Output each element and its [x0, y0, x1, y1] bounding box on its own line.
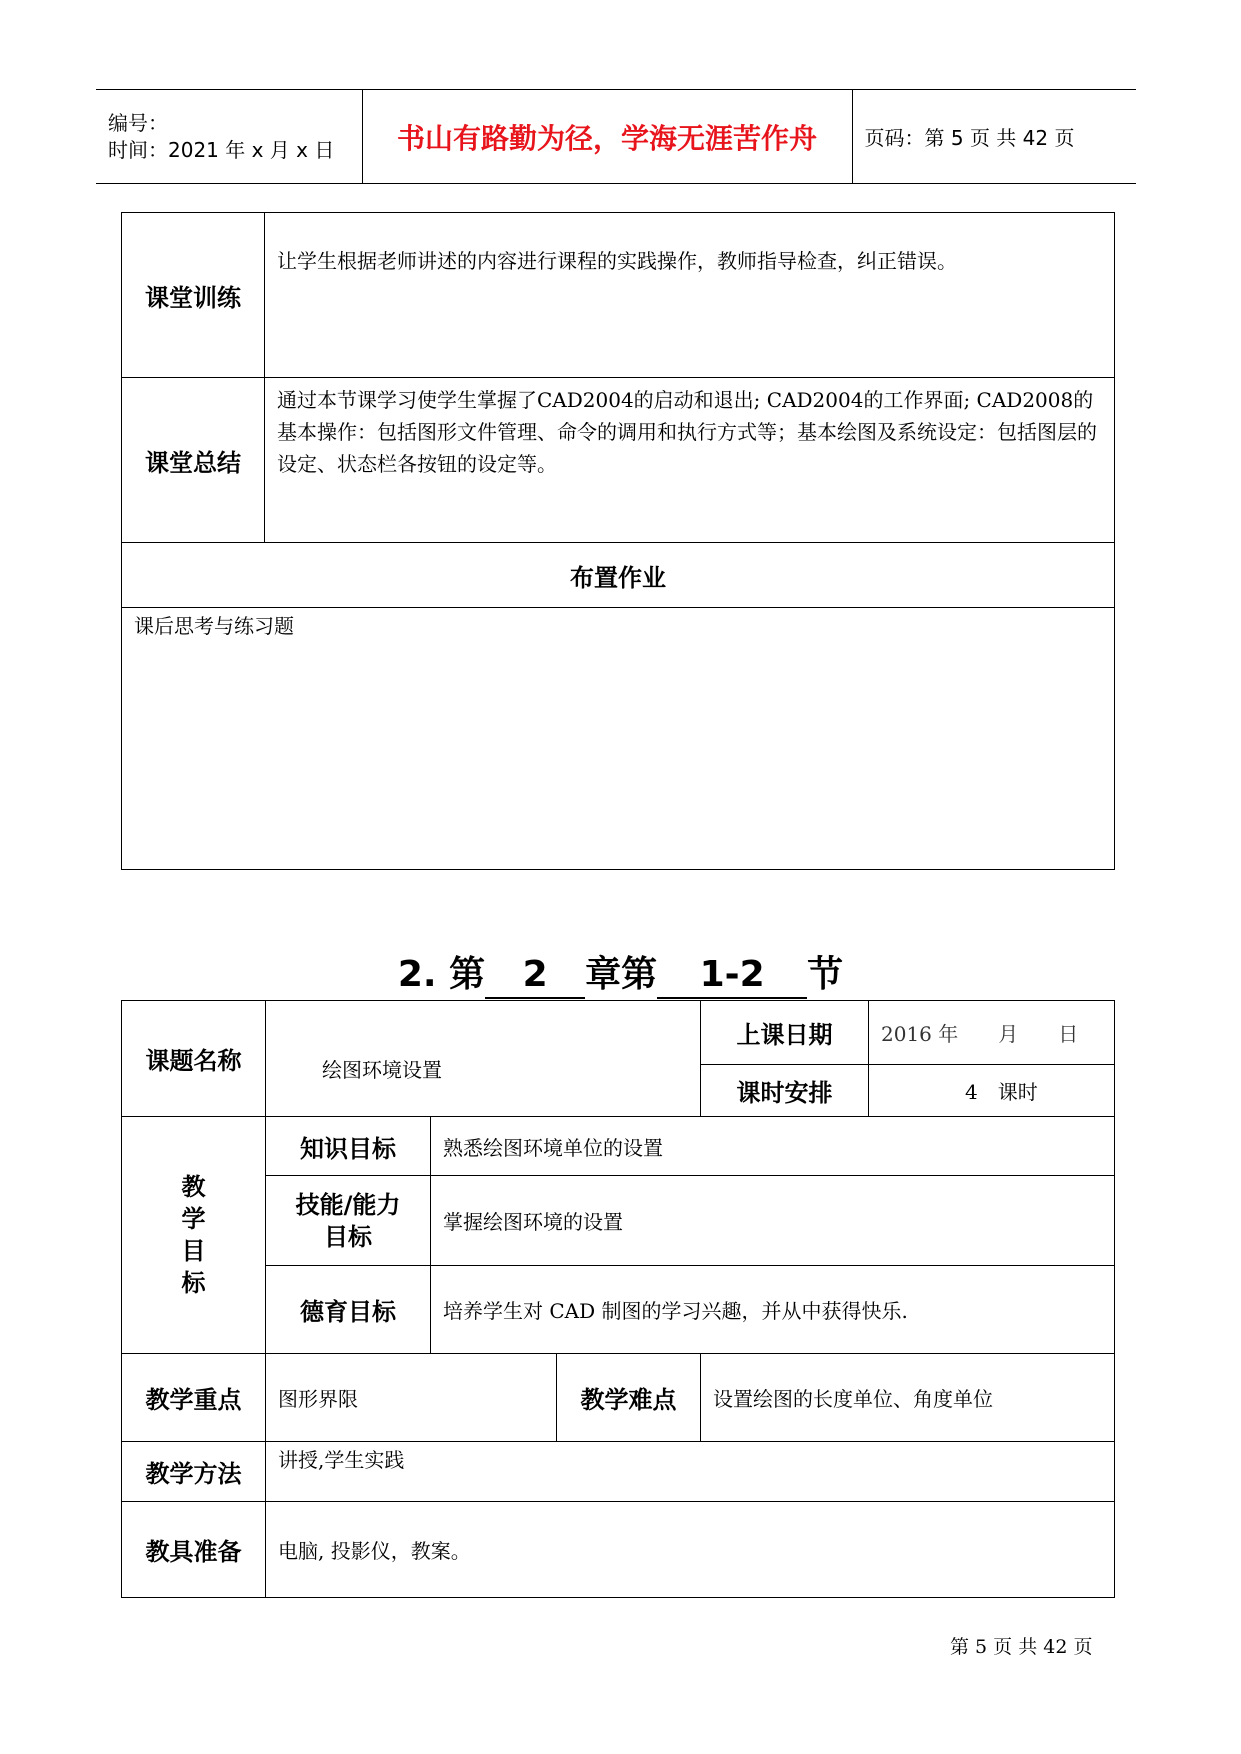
header-number-label: 编号： — [108, 110, 168, 135]
lesson-review-table — [121, 212, 1115, 870]
page-footer: 第 5 页 共 42 页 — [950, 1636, 1093, 1658]
key-point-value: 图形界限 — [266, 1354, 557, 1442]
chapter-middle: 章第 — [585, 954, 658, 995]
chapter-heading — [0, 946, 1241, 996]
topic-value: 绘图环境设置 — [266, 1001, 701, 1117]
header-time-label: 时间：2021 年 x 月 x 日 — [108, 137, 335, 162]
hours-value: 4 课时 — [869, 1065, 1115, 1117]
goals-char-3: 目 — [181, 1237, 206, 1265]
homework-text: 课后思考与练习题 — [122, 608, 1115, 870]
moral-label: 德育目标 — [266, 1266, 431, 1354]
header-page-info: 页码：第 5 页 共 42 页 — [852, 90, 1136, 184]
homework-heading: 布置作业 — [122, 543, 1115, 608]
hours-label: 课时安排 — [701, 1065, 869, 1117]
skill-value: 掌握绘图环境的设置 — [431, 1176, 1115, 1266]
goals-label — [122, 1117, 266, 1354]
tools-label: 教具准备 — [122, 1502, 266, 1598]
knowledge-value: 熟悉绘图环境单位的设置 — [431, 1117, 1115, 1176]
training-label: 课堂训练 — [122, 213, 265, 378]
header-meta — [96, 90, 362, 184]
training-text: 让学生根据老师讲述的内容进行课程的实践操作，教师指导检查，纠正错误。 — [265, 213, 1115, 378]
date-label: 上课日期 — [701, 1001, 869, 1065]
difficulty-value: 设置绘图的长度单位、角度单位 — [701, 1354, 1115, 1442]
skill-label-line1: 技能/能力 — [295, 1190, 401, 1219]
lesson-plan-table — [121, 1000, 1115, 1598]
goals-char-1: 教 — [181, 1173, 206, 1201]
goals-char-4: 标 — [181, 1269, 206, 1297]
difficulty-label: 教学难点 — [557, 1354, 701, 1442]
section-number: 1-2 — [657, 953, 807, 999]
summary-text: 通过本节课学习使学生掌握了CAD2004的启动和退出; CAD2004的工作界面; CAD2008的基本操作：包括图形文件管理、命令的调用和执行方式等；基本绘图及系统设定：包括图层的设定、状态栏各按钮的设定等。 — [265, 378, 1115, 543]
skill-label-line2: 目标 — [324, 1222, 372, 1251]
page-header — [96, 89, 1136, 184]
skill-label — [266, 1176, 431, 1266]
chapter-suffix: 节 — [807, 954, 844, 995]
topic-label: 课题名称 — [122, 1001, 266, 1117]
date-value: 2016 年 月 日 — [869, 1001, 1115, 1065]
chapter-number: 2 — [485, 953, 585, 999]
method-value: 讲授,学生实践 — [266, 1442, 1115, 1502]
method-label: 教学方法 — [122, 1442, 266, 1502]
summary-label: 课堂总结 — [122, 378, 265, 543]
knowledge-label: 知识目标 — [266, 1117, 431, 1176]
tools-value: 电脑, 投影仪，教案。 — [266, 1502, 1115, 1598]
goals-char-2: 学 — [181, 1205, 206, 1233]
header-motto: 书山有路勤为径，学海无涯苦作舟 — [362, 90, 852, 184]
key-point-label: 教学重点 — [122, 1354, 266, 1442]
chapter-prefix: 2. 第 — [397, 954, 486, 995]
moral-value: 培养学生对 CAD 制图的学习兴趣，并从中获得快乐. — [431, 1266, 1115, 1354]
